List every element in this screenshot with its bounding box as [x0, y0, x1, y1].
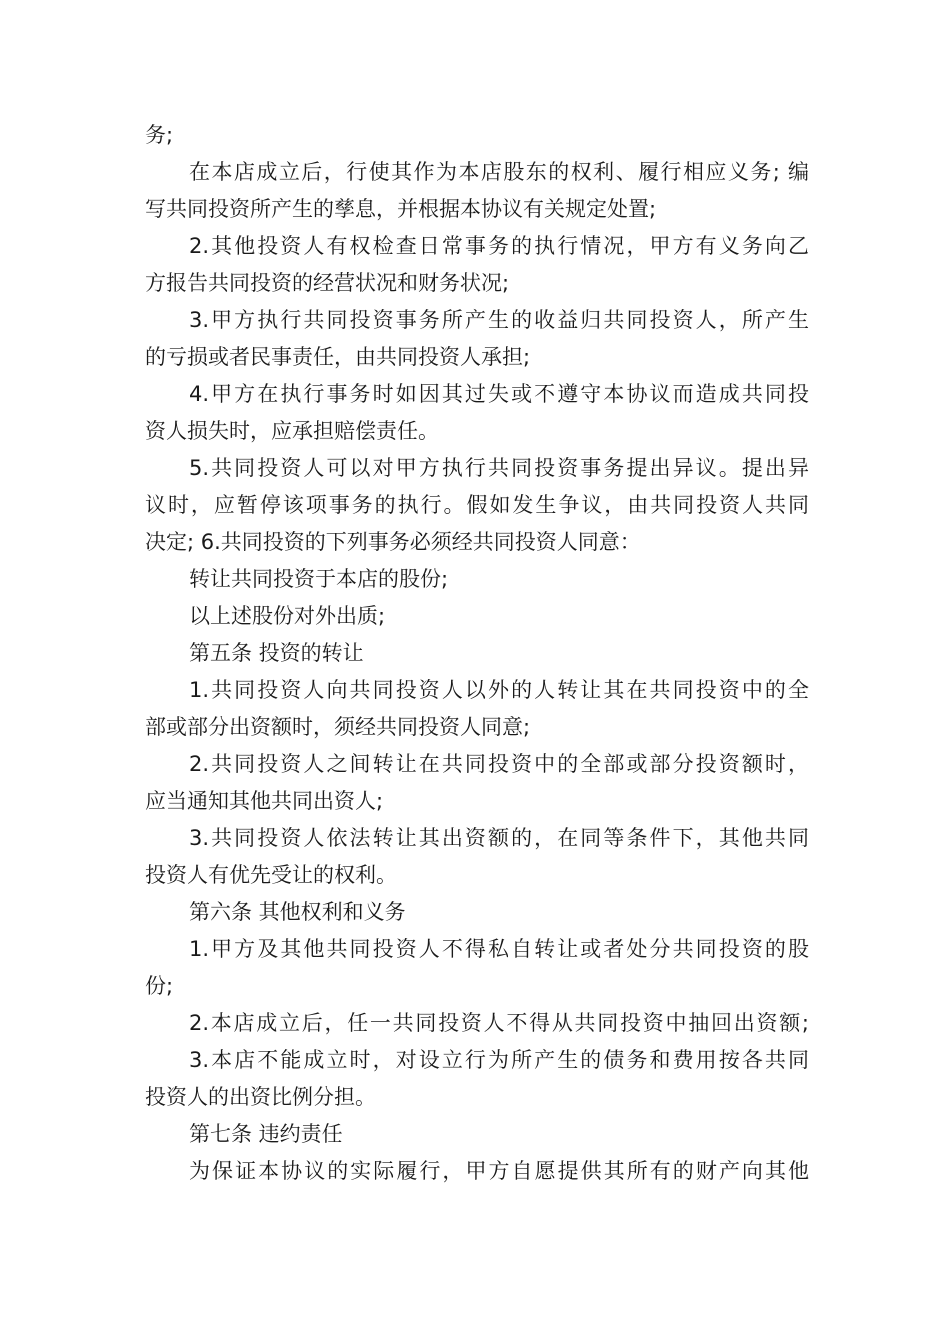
document-line: 1.共同投资人向共同投资人以外的人转让其在共同投资中的全 — [189, 678, 809, 702]
document-line: 以上述股份对外出质; — [189, 604, 386, 628]
document-line: 第七条 违约责任 — [189, 1122, 343, 1146]
document-line: 2.其他投资人有权检查日常事务的执行情况，甲方有义务向乙 — [189, 234, 809, 258]
document-line: 转让共同投资于本店的股份; — [189, 567, 449, 591]
document-line: 3.本店不能成立时，对设立行为所产生的债务和费用按各共同 — [189, 1048, 809, 1072]
document-line: 投资人的出资比例分担。 — [145, 1085, 376, 1109]
document-line: 为保证本协议的实际履行，甲方自愿提供其所有的财产向其他 — [189, 1159, 809, 1183]
document-line: 写共同投资所产生的孳息，并根据本协议有关规定处置; — [145, 197, 657, 221]
document-line: 议时，应暂停该项事务的执行。假如发生争议，由共同投资人共同 — [145, 493, 809, 517]
document-line: 决定; 6.共同投资的下列事务必须经共同投资人同意： — [145, 530, 641, 554]
document-line: 2.本店成立后，任一共同投资人不得从共同投资中抽回出资额; — [189, 1011, 809, 1035]
document-line: 在本店成立后，行使其作为本店股东的权利、履行相应义务; 编 — [189, 160, 809, 184]
document-line: 份; — [145, 974, 174, 998]
document-line: 1.甲方及其他共同投资人不得私自转让或者处分共同投资的股 — [189, 937, 809, 961]
document-line: 务; — [145, 123, 174, 147]
document-line: 2.共同投资人之间转让在共同投资中的全部或部分投资额时， — [189, 752, 809, 776]
document-line: 投资人有优先受让的权利。 — [145, 863, 397, 887]
document-line: 第五条 投资的转让 — [189, 641, 364, 665]
document-line: 资人损失时，应承担赔偿责任。 — [145, 419, 439, 443]
document-line: 方报告共同投资的经营状况和财务状况; — [145, 271, 510, 295]
document-line: 3.甲方执行共同投资事务所产生的收益归共同投资人，所产生 — [189, 308, 809, 332]
document-line: 第六条 其他权利和义务 — [189, 900, 406, 924]
document-line: 3.共同投资人依法转让其出资额的，在同等条件下，其他共同 — [189, 826, 809, 850]
document-line: 4.甲方在执行事务时如因其过失或不遵守本协议而造成共同投 — [189, 382, 809, 406]
document-body — [145, 117, 809, 1190]
document-line: 5.共同投资人可以对甲方执行共同投资事务提出异议。提出异 — [189, 456, 809, 480]
document-line: 的亏损或者民事责任，由共同投资人承担; — [145, 345, 531, 369]
document-line: 应当通知其他共同出资人; — [145, 789, 384, 813]
document-line: 部或部分出资额时，须经共同投资人同意; — [145, 715, 531, 739]
